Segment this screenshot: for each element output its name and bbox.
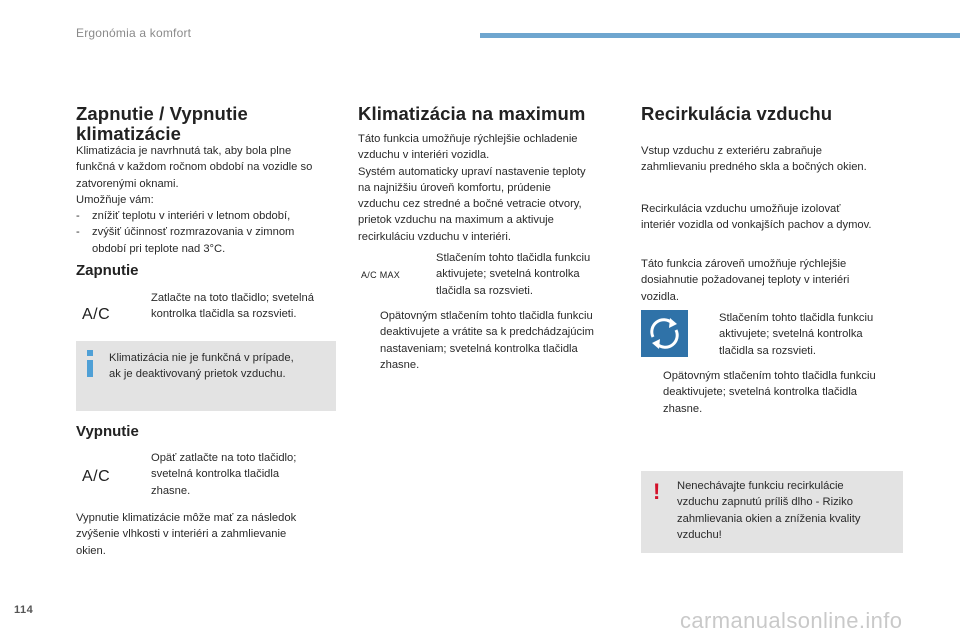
subheading-on: Zapnutie bbox=[76, 262, 139, 279]
info-icon bbox=[87, 350, 93, 356]
ac-off-note: Vypnutie klimatizácie môže mať za následok zvýšenie vlhkosti v interiéri a zahmlievanie okien. bbox=[76, 512, 297, 557]
recirc-on-instruction: Stlačením tohto tlačidla funkciu aktivujete; svetelná kontrolka tlačidla sa rozsvieti. bbox=[704, 310, 904, 359]
bullet-arrow-icon bbox=[136, 290, 151, 323]
chapter-title: Ergonómia a komfort bbox=[76, 26, 192, 40]
subheading-off: Vypnutie bbox=[76, 423, 139, 440]
watermark: carmanualsonline.info bbox=[680, 608, 903, 633]
list-item: - znížiť teplotu v interiéri v letnom období, bbox=[76, 210, 291, 223]
section-title-recirculation: Recirkulácia vzduchu bbox=[641, 103, 833, 124]
section-title-ac-max: Klimatizácia na maximum bbox=[358, 103, 586, 124]
bullet-arrow-icon bbox=[365, 308, 380, 373]
list-item: - zvýšiť účinnosť rozmrazovania v zimnom období pri teplote nad 3°C. bbox=[76, 226, 295, 255]
section-title-ac-on-off: Zapnutie / Vypnutie klimatizácie bbox=[76, 103, 248, 144]
info-box: Klimatizácia nie je funkčná v prípade, ak je deaktivovaný prietok vzduchu. bbox=[76, 341, 336, 411]
warning-box: ! Nenechávajte funkciu recirkulácie vzduchu zapnutú príliš dlho - Riziko zahmlievania okien a zníženia kvality vzduchu! bbox=[641, 471, 903, 553]
header-accent-bar bbox=[480, 33, 960, 38]
recirculation-arrows-icon bbox=[641, 310, 688, 357]
bullet-arrow-icon bbox=[136, 450, 151, 499]
bullet-arrow-icon bbox=[704, 310, 719, 359]
ac-max-intro: Táto funkcia umožňuje rýchlejšie ochladenie vzduchu v interiéri vozidla. Systém automaticky upraví nastavenie teploty na najnižšiu úroveň komfortu, prúdenie vzduchu cez stredné a bočné vetracie otvory, prietok vzduchu na maximum a aktivuje recirkuláciu vzduchu v interiéri. bbox=[358, 133, 586, 243]
recirc-off-instruction: Opätovným stlačením tohto tlačidla funkciu deaktivujete; svetelná kontrolka tlačidla zhasne. bbox=[648, 368, 910, 417]
page-number: 114 bbox=[14, 604, 34, 616]
ac-max-button-graphic: A/C MAX bbox=[361, 270, 401, 280]
ac-max-on-instruction: Stlačením tohto tlačidla funkciu aktivujete; svetelná kontrolka tlačidla sa rozsvieti. bbox=[421, 250, 621, 299]
bullet-arrow-icon bbox=[421, 250, 436, 299]
info-icon-stem bbox=[87, 360, 93, 377]
bullet-arrow-icon bbox=[648, 368, 663, 417]
recirc-p3: Táto funkcia zároveň umožňuje rýchlejšie dosiahnutie požadovanej teploty v interiéri vozidla. bbox=[641, 258, 850, 303]
ac-on-instruction: Zatlačte na toto tlačidlo; svetelná kontrolka tlačidla sa rozsvieti. bbox=[136, 290, 336, 323]
recirculation-icon bbox=[641, 310, 688, 357]
warning-icon: ! bbox=[653, 479, 661, 504]
ac-max-off-instruction: Opätovným stlačením tohto tlačidla funkciu deaktivujete a vrátite sa k predchádzajúcim nastaveniam; svetelná kontrolka tlačidla zhasne. bbox=[365, 308, 627, 373]
ac-intro: Klimatizácia je navrhnutá tak, aby bola plne funkčná v každom ročnom období na vozidle so zatvorenými oknami. Umožňuje vám: - znížiť teplotu v interiéri v letnom období, - zvýšiť účinnosť rozmrazovania v zimnom období pri teplote nad 3°C. bbox=[76, 143, 344, 257]
recirc-p2: Recirkulácia vzduchu umožňuje izolovať interiér vozidla od vonkajších pachov a dymov. bbox=[641, 203, 872, 232]
ac-button-graphic: A/C bbox=[82, 468, 111, 485]
ac-off-instruction: Opäť zatlačte na toto tlačidlo; svetelná kontrolka tlačidla zhasne. bbox=[136, 450, 336, 499]
recirc-p1: Vstup vzduchu z exteriéru zabraňuje zahmlievaniu predného skla a bočných okien. bbox=[641, 145, 867, 174]
ac-button-graphic: A/C bbox=[82, 306, 111, 323]
